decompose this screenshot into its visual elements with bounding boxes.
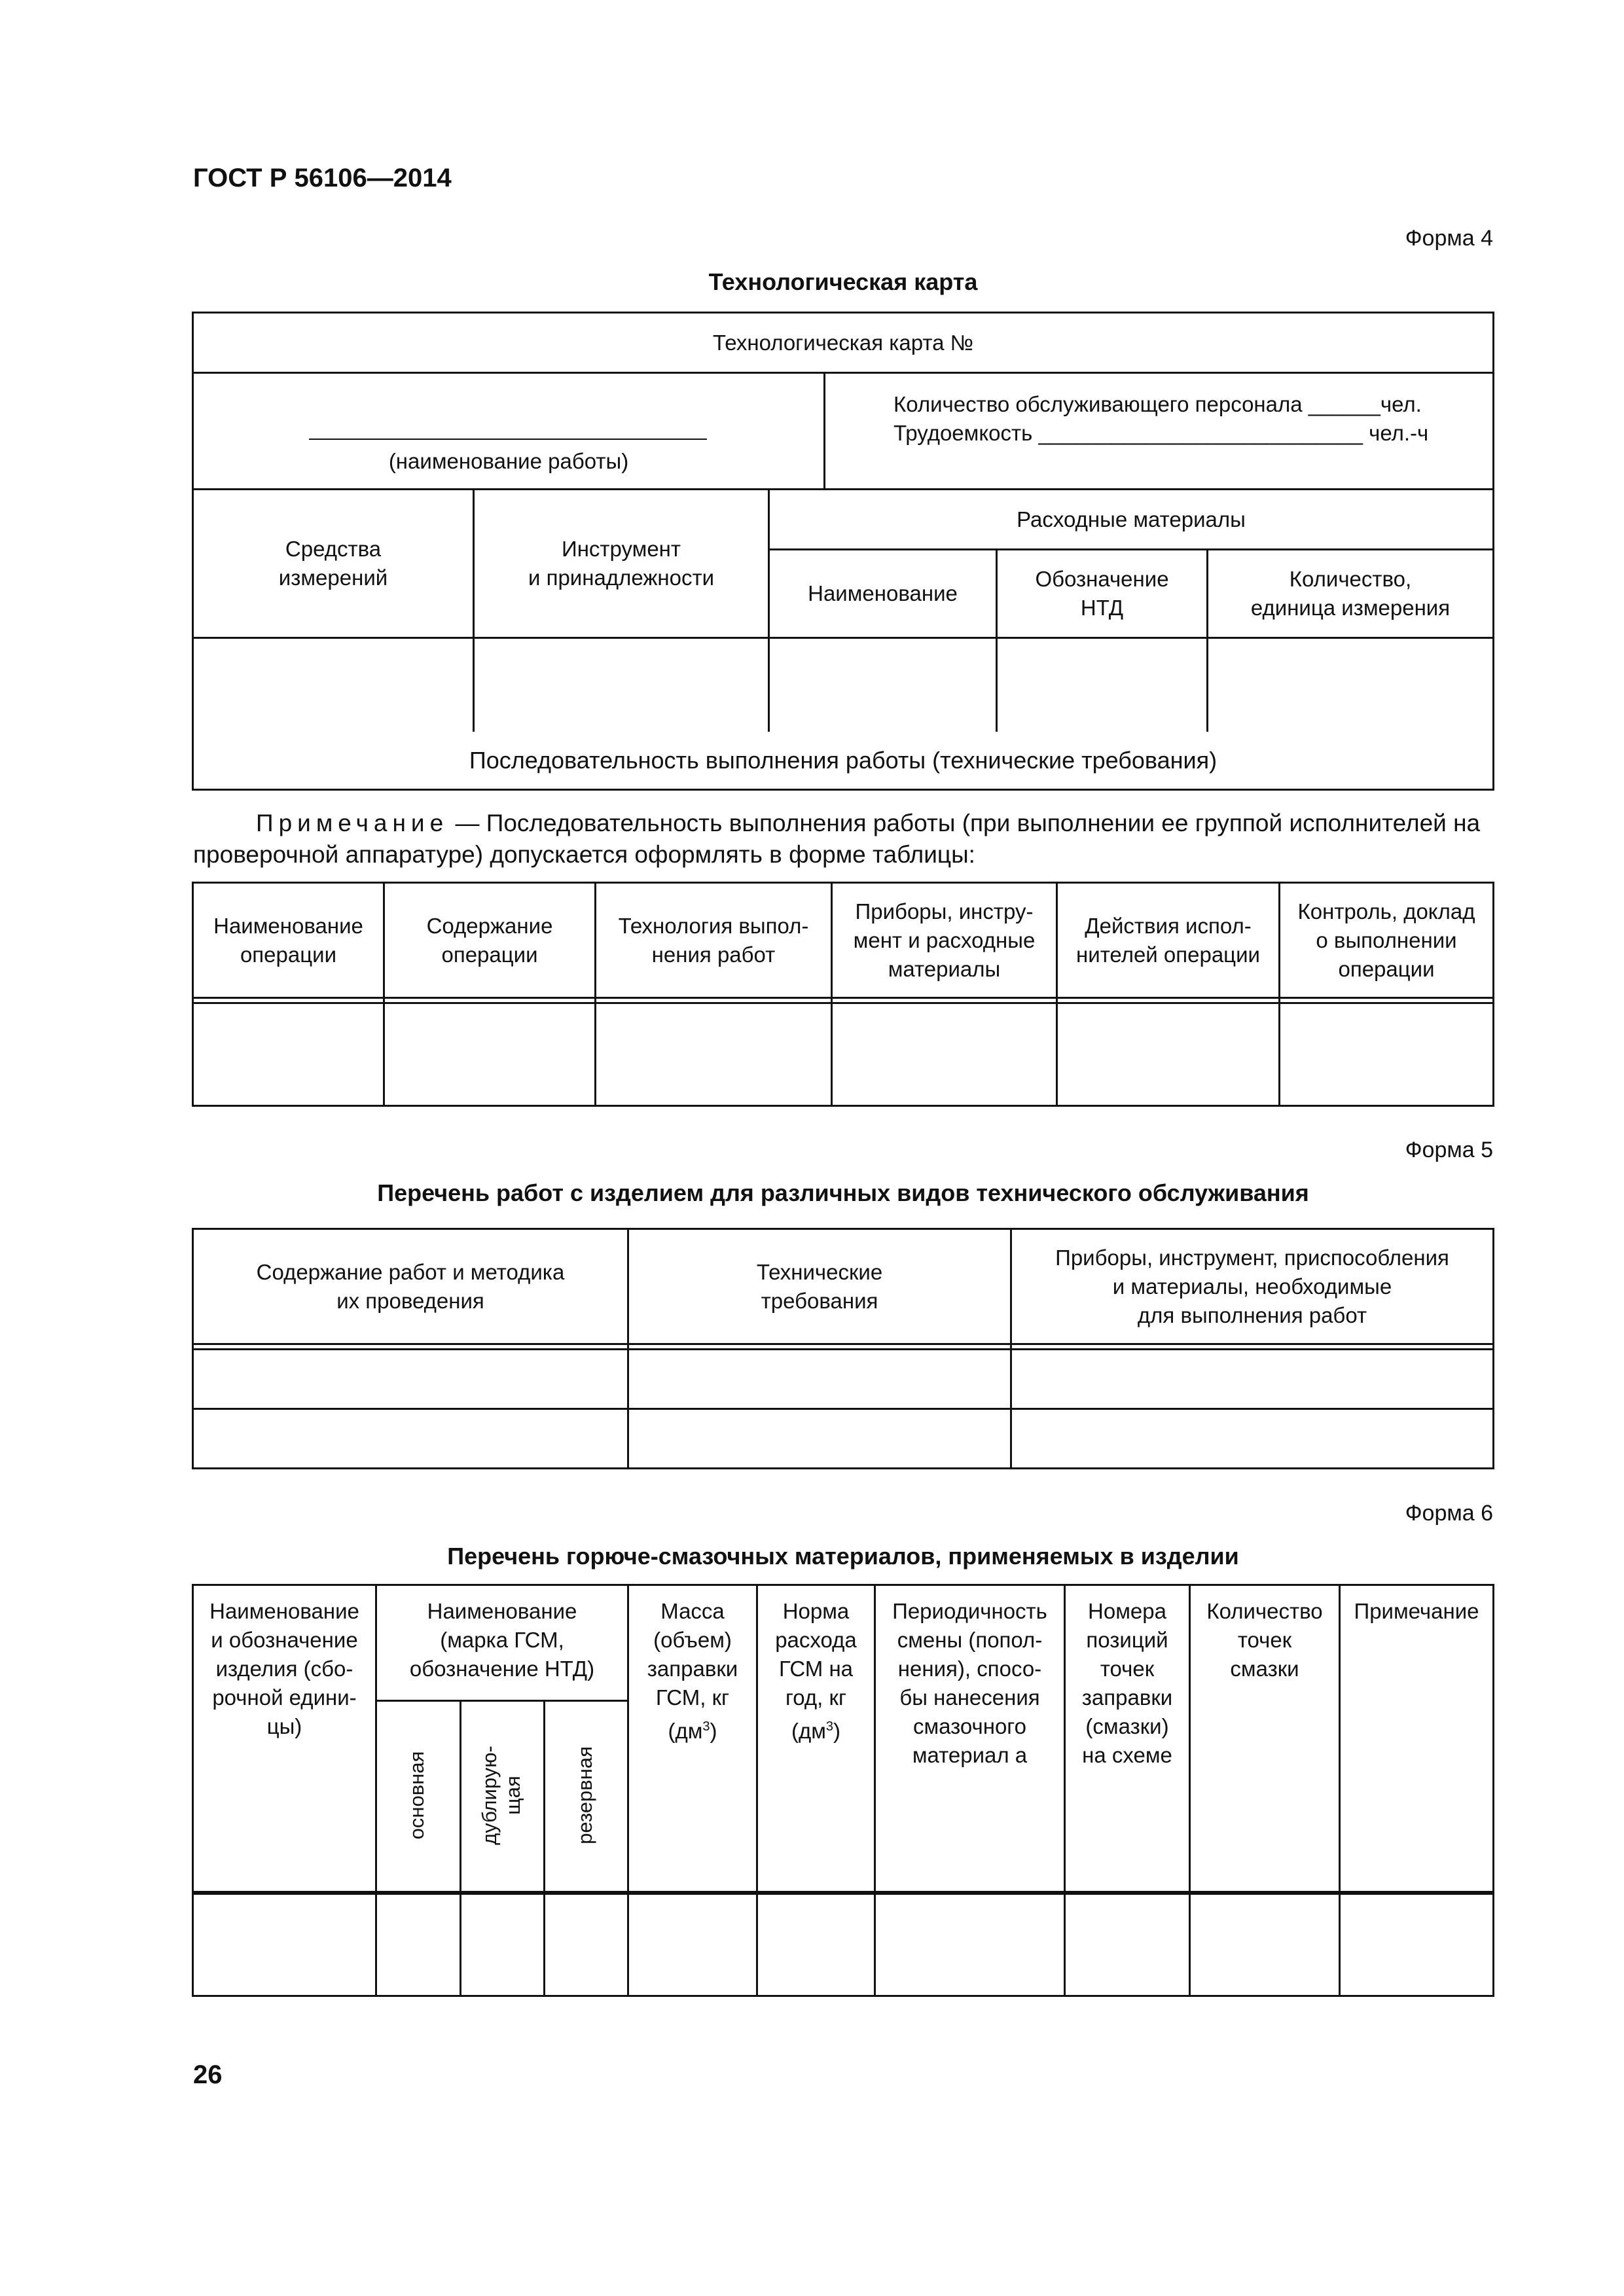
f6-header-norm — [758, 1597, 874, 1885]
form4-note — [193, 808, 1496, 870]
f6-header-mass — [629, 1597, 756, 1885]
f6-header-positions: Номера позиций точек заправки (смазки) на схеме — [1081, 1599, 1173, 1767]
form4-label: Форма 4 — [1405, 226, 1493, 251]
f6-header-duplicate: дублирую- щая — [478, 1746, 524, 1845]
form6-title: Перечень горюче-смазочных материалов, применяемых в изделии — [447, 1543, 1239, 1570]
f6-header-gsm: Наименование (марка ГСМ, обозначение НТД) — [409, 1599, 595, 1681]
f6-mass-text: Масса (объем) заправки ГСМ, кг (дм — [647, 1599, 738, 1743]
sub-col-name: Наименование — [808, 581, 958, 605]
f5-header-content: Содержание работ и методика их проведения — [256, 1259, 565, 1313]
col-tools-accessories: Инструмент и принадлежности — [528, 537, 715, 590]
work-name-underline — [309, 439, 707, 440]
f6-header-item: Наименование и обозначение изделия (сбо- рочной едини- цы) — [209, 1599, 359, 1738]
labor-intensity-line: Трудоемкость ___________________________ чел.-ч — [893, 421, 1429, 445]
ops-header-name: Наименование операции — [213, 913, 363, 967]
staff-count-line: Количество обслуживающего персонала ______чел. — [893, 392, 1422, 416]
col-consumables: Расходные материалы — [1017, 507, 1246, 531]
standard-designation: ГОСТ Р 56106—2014 — [193, 164, 452, 192]
ops-header-control: Контроль, доклад о выполнении операции — [1297, 899, 1475, 981]
note-word: Примечание — [256, 810, 449, 836]
ops-header-instruments: Приборы, инстру- мент и расходные материалы — [853, 899, 1036, 981]
f6-norm-paren: ) — [833, 1719, 841, 1743]
note-text: — Последовательность выполнения работы (при выполнении ее группой исполнителей на проверочной аппаратуре) допускается оформлять в форме таблицы: — [193, 810, 1481, 868]
ops-header-content: Содержание операции — [426, 913, 553, 967]
form6-label: Форма 6 — [1405, 1501, 1493, 1526]
card-number-label: Технологическая карта № — [712, 330, 974, 355]
f6-norm-sup: 3 — [825, 1719, 834, 1734]
work-sequence-label: Последовательность выполнения работы (технические требования) — [469, 746, 1218, 774]
sub-col-quantity: Количество, единица измерения — [1250, 567, 1451, 620]
f6-header-points: Количество точек смазки — [1206, 1599, 1323, 1681]
f5-header-instruments: Приборы, инструмент, приспособления и материалы, необходимые для выполнения работ — [1055, 1245, 1449, 1327]
f5-header-requirements: Технические требования — [756, 1259, 883, 1313]
f6-norm-text: Норма расхода ГСМ на год, кг (дм — [775, 1599, 857, 1743]
work-name-caption: (наименование работы) — [388, 449, 629, 473]
sub-col-ntd: Обозначение НТД — [1035, 567, 1169, 620]
f6-header-main: основная — [405, 1751, 428, 1840]
ops-header-actions: Действия испол- нителей операции — [1076, 913, 1260, 967]
ops-header-technology: Технология выпол- нения работ — [618, 913, 809, 967]
form5-title: Перечень работ с изделием для различных видов технического обслуживания — [377, 1179, 1309, 1206]
f6-header-remark: Примечание — [1354, 1599, 1479, 1623]
f6-mass-paren: ) — [710, 1719, 717, 1743]
form5-label: Форма 5 — [1405, 1138, 1493, 1162]
form4-title: Технологическая карта — [708, 268, 978, 295]
f6-mass-sup: 3 — [702, 1719, 710, 1734]
page-number: 26 — [193, 2060, 223, 2089]
f6-header-reserve: резервная — [573, 1746, 596, 1844]
f6-header-period: Периодичность смены (попол- нения), спосо- бы нанесения смазочного материал а — [892, 1599, 1047, 1767]
col-measuring-instruments: Средства измерений — [278, 537, 388, 590]
